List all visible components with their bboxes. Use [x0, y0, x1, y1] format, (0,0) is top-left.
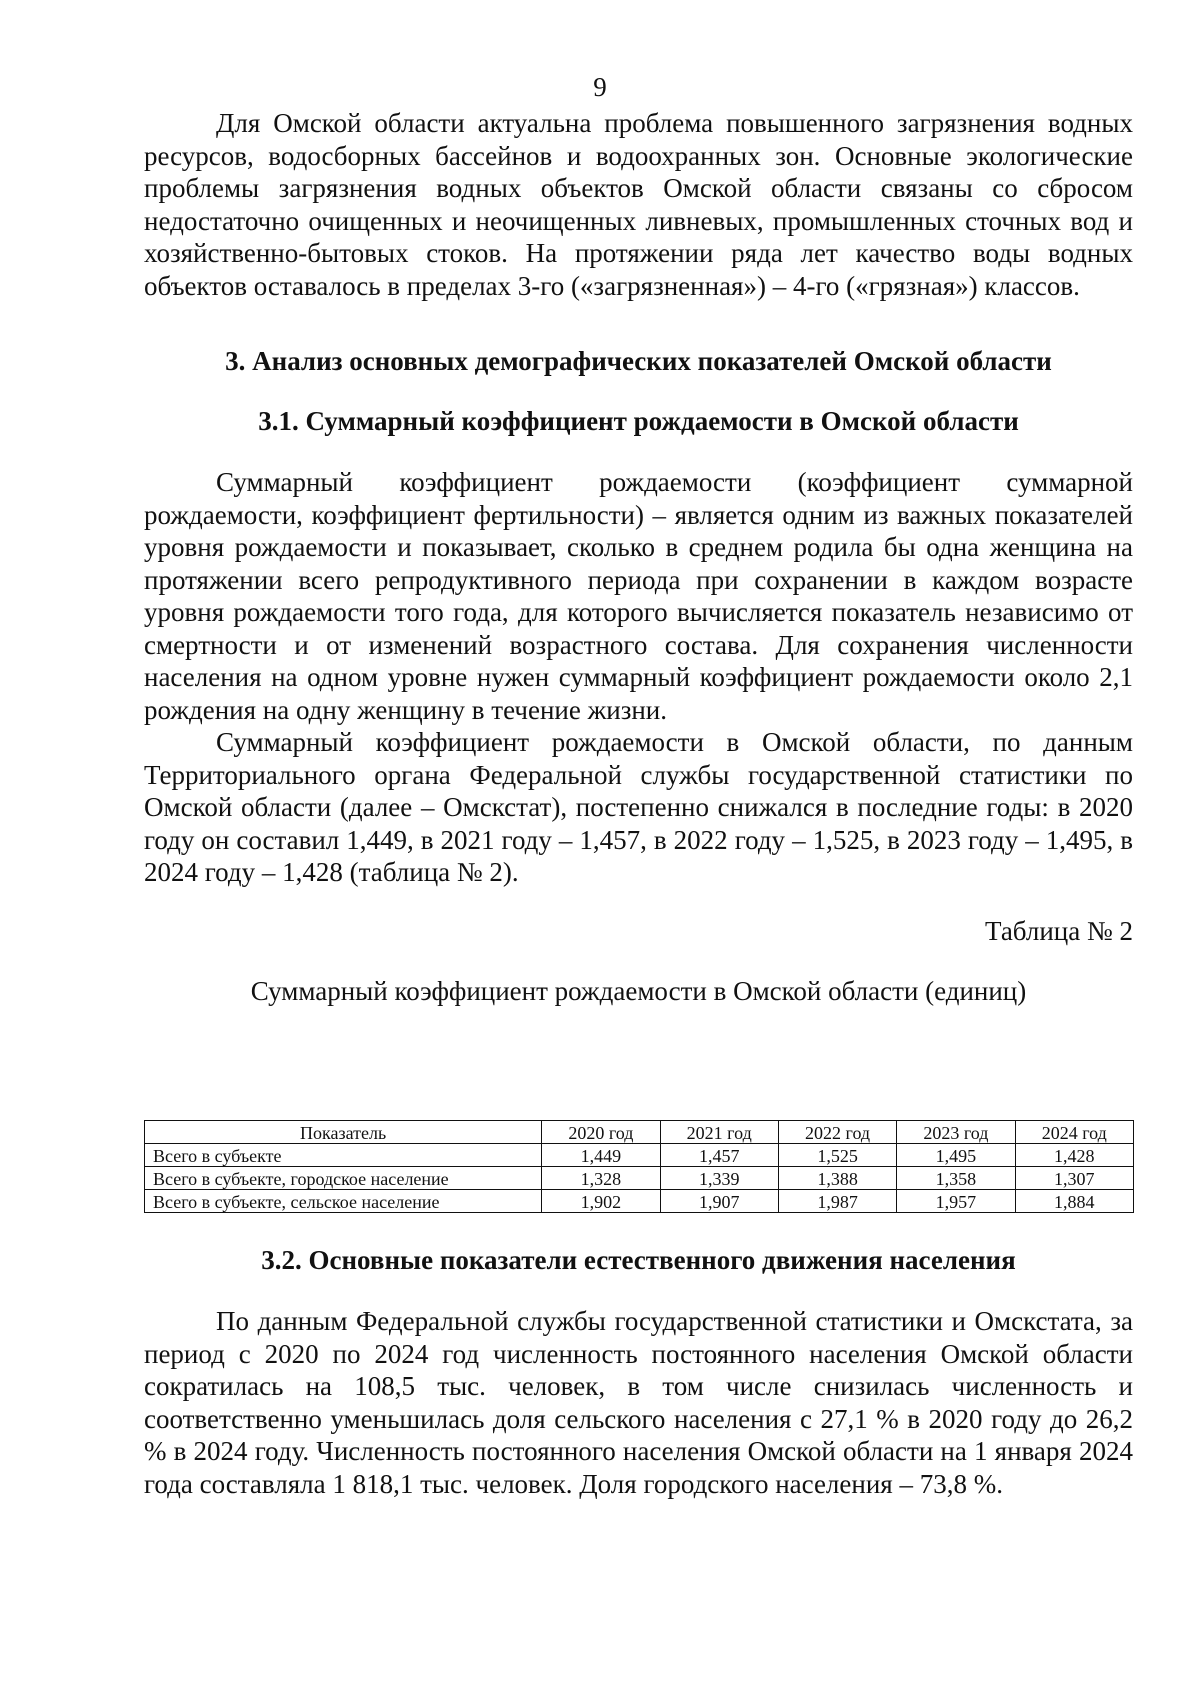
table-cell: 1,902 — [542, 1190, 660, 1213]
table-header-cell: 2021 год — [660, 1121, 778, 1144]
table-cell: 1,907 — [660, 1190, 778, 1213]
table-cell: 1,339 — [660, 1167, 778, 1190]
table-row-label: Всего в субъекте, городское население — [145, 1167, 542, 1190]
table-row — [145, 1190, 1134, 1213]
table-cell: 1,987 — [778, 1190, 896, 1213]
table-cell: 1,457 — [660, 1144, 778, 1167]
table-cell: 1,328 — [542, 1167, 660, 1190]
birth-rate-definition-paragraph: Суммарный коэффициент рождаемости (коэффициент суммарной рождаемости, коэффициент фертильности) – является одним из важных показателей уровня рождаемости и показывает, сколько в среднем родила бы одна женщина на протяжении всего репродуктивного периода при сохранении в каждом возрасте уровня рождаемости того года, для которого вычисляется показатель независимо от смертности и от изменений возрастного состава. Для сохранения численности населения на одном уровне нужен суммарный коэффициент рождаемости около 2,1 рождения на одну женщину в течение жизни. — [144, 467, 1133, 725]
table-row — [145, 1144, 1134, 1167]
table-header-cell: 2023 год — [897, 1121, 1015, 1144]
birth-rate-trend-paragraph: Суммарный коэффициент рождаемости в Омской области, по данным Территориального органа Федеральной службы государственной статистики по Омской области (далее – Омскстат), постепенно снижался в последние годы: в 2020 году он составил 1,449, в 2021 году – 1,457, в 2022 году – 1,525, в 2023 году – 1,495, в 2024 году – 1,428 (таблица № 2). — [144, 727, 1133, 887]
subsection-3-1-heading: 3.1. Суммарный коэффициент рождаемости в Омской области — [258, 406, 1019, 436]
table-header-row — [145, 1121, 1134, 1144]
population-paragraph: По данным Федеральной службы государственной статистики и Омскстата, за период с 2020 по 2024 год численность постоянного населения Омской области сократилась на 108,5 тыс. человек, в том числе снизилась численность и соответственно уменьшилась доля сельского населения с 27,1 % в 2020 году до 26,2 % в 2024 году. Численность постоянного населения Омской области на 1 января 2024 года составляла 1 818,1 тыс. человек. Доля городского населения – 73,8 %. — [144, 1306, 1133, 1499]
table-number: Таблица № 2 — [985, 916, 1133, 946]
table-row — [145, 1167, 1134, 1190]
table-cell: 1,525 — [778, 1144, 896, 1167]
table-cell: 1,957 — [897, 1190, 1015, 1213]
page-number: 9 — [593, 72, 607, 102]
table-cell: 1,884 — [1015, 1190, 1133, 1213]
section-3-heading: 3. Анализ основных демографических показателей Омской области — [225, 346, 1052, 376]
table-cell: 1,428 — [1015, 1144, 1133, 1167]
table-cell: 1,388 — [778, 1167, 896, 1190]
table-header-cell: 2024 год — [1015, 1121, 1133, 1144]
subsection-3-2-heading: 3.2. Основные показатели естественного движения населения — [261, 1245, 1016, 1275]
subsection-3-2-body — [144, 1305, 1133, 1500]
table-cell: 1,495 — [897, 1144, 1015, 1167]
table-header-cell: 2020 год — [542, 1121, 660, 1144]
table-row-label: Всего в субъекте — [145, 1144, 542, 1167]
intro-paragraph-block — [144, 107, 1133, 302]
subsection-3-1-body — [144, 466, 1133, 889]
table-title: Суммарный коэффициент рождаемости в Омской области (единиц) — [250, 976, 1027, 1006]
intro-paragraph: Для Омской области актуальна проблема повышенного загрязнения водных ресурсов, водосборных бассейнов и водоохранных зон. Основные экологические проблемы загрязнения водных объектов Омской области связаны со сбросом недостаточно очищенных и неочищенных ливневых, промышленных сточных вод и хозяйственно-бытовых стоков. На протяжении ряда лет качество воды водных объектов оставалось в пределах 3-го («загрязненная») – 4-го («грязная») классов. — [144, 108, 1133, 301]
table-header-cell: 2022 год — [778, 1121, 896, 1144]
table-cell: 1,358 — [897, 1167, 1015, 1190]
table-cell: 1,307 — [1015, 1167, 1133, 1190]
table-row-label: Всего в субъекте, сельское население — [145, 1190, 542, 1213]
table-cell: 1,449 — [542, 1144, 660, 1167]
table-header-cell: Показатель — [145, 1121, 542, 1144]
birth-rate-table — [144, 1120, 1134, 1213]
